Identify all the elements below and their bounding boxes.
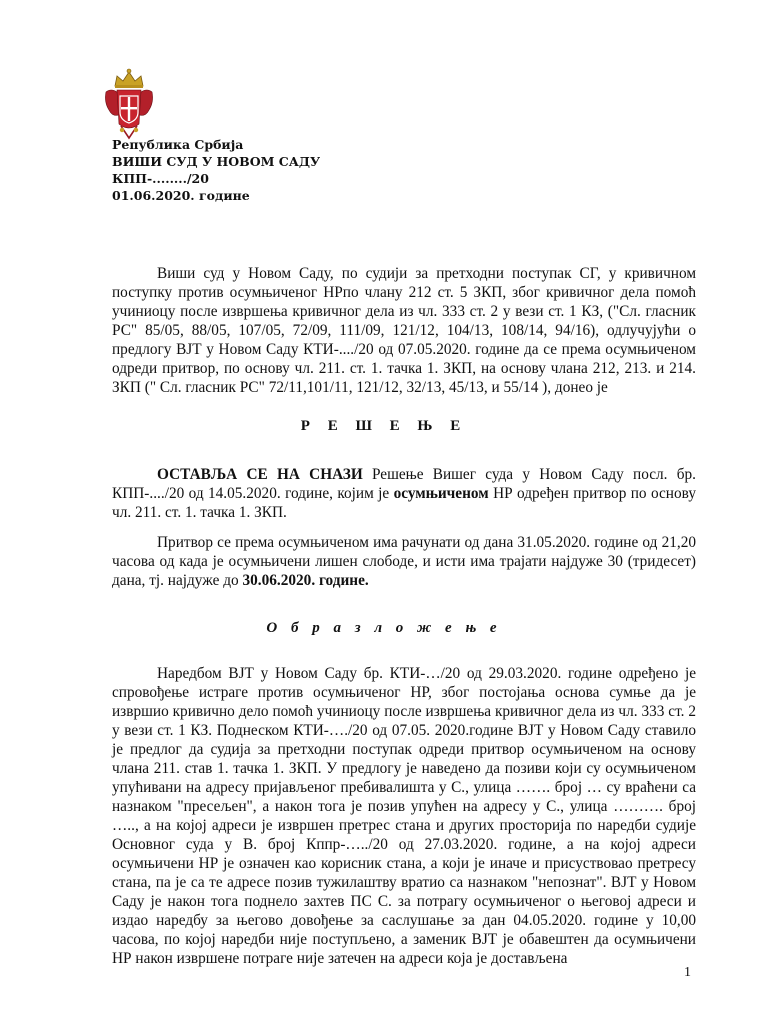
resenje-heading: Р Е Ш Е Њ Е xyxy=(300,418,468,434)
decision-paragraph-1 xyxy=(112,465,696,522)
intro-paragraph: Виши суд у Новом Саду, по судији за претходни поступак СГ, у кривичном поступку против осумњиченог НРпо члану 212 ст. 5 ЗКП, због кривичног дела помоћ учиниоцу после извршења кривичног дела из чл. 333 ст. 2 у вези ст. 1 КЗ, ("Сл. гласник РС" 85/05, 88/05, 107/05, 72/09, 111/09, 121/12, 104/13, 108/14, 94/16), одлучујући о предлогу ВЈТ у Новом Саду КТИ-..../20 од 07.05.2020. године да се према осумњиченом одреди притвор, по основу чл. 211. ст. 1. тачка 1. ЗКП, на основу члана 212, 213. и 214. ЗКП (" Сл. гласник РС" 72/11,101/11, 121/12, 32/13, 45/13, и 55/14 ), донео је xyxy=(112,265,696,396)
detention-text: Притвор се према осумњиченом има рачунати од дана 31.05.2020. године од 21,20 часова од када је осумњичени лишен слободе, и исти има трајати најдуже 30 (тридесет) дана, тј. најдуже до xyxy=(112,534,696,589)
obrazlozenje-heading: О б р а з л о ж е њ е xyxy=(266,620,502,636)
header-date: 01.06.2020. године xyxy=(112,188,250,203)
decision-paragraph-2 xyxy=(112,533,696,590)
decision-text-1: Решење Вишег суда у Новом Саду посл. бр. КПП-..../20 од 14.05.2020. године, којим је xyxy=(112,466,696,502)
header-court: ВИШИ СУД У НОВОМ САДУ xyxy=(112,154,321,169)
header-case-number: КПП-......../20 xyxy=(112,171,209,186)
header-country: Република Србија xyxy=(112,137,244,152)
serbian-coat-of-arms-icon xyxy=(103,66,155,142)
detention-end-date: 30.06.2020. године. xyxy=(242,572,369,589)
court-header xyxy=(112,136,320,204)
decision-text-2: НР одређен притвор по основу чл. 211. ст. 1. тачка 1. ЗКП. xyxy=(112,485,696,521)
decision-bold-start: ОСТАВЉА СЕ НА СНАЗИ xyxy=(157,466,363,483)
decision-bold-mid: осумњиченом xyxy=(393,485,489,502)
reasoning-paragraph: Наредбом ВЈТ у Новом Саду бр. КТИ-…/20 од 29.03.2020. године одређено је спровођење истраге против осумњиченог НР, због постојања основа сумње да је извршио кривично дело помоћ учиниоцу после извршења кривичног дела из чл. 333 ст. 2 у вези ст. 1 КЗ. Поднеском КТИ-…./20 од 07.05. 2020.године ВЈТ у Новом Саду ставило је предлог да судија за претходни поступак одреди притвор осумњиченом на основу члана 211. став 1. тачка 1. ЗКП. У предлогу је наведено да позиви који су осумњиченом упућивани на адресу пријављеног пребивалишта у С., улица ……. број … су враћени са назнаком "пресељен", а након тога је позив упућен на адресу у С., улица ………. број ….., а на којој адреси је извршен претрес стана и других просторија по наредби судије Основног суда у В. број Кппр-…../20 од 27.03.2020. године, а на којој адреси осумњичени НР је означен као корисник стана, а који је иначе и присуствовао претресу стана, па је са те адресе позив тужилаштву вратио са назнаком "непознат". ВЈТ у Новом Саду је након тога поднело захтев ПС С. за потрагу осумњиченог о његовој адреси и издао наредбу за његово довођење за саслушање за дан 04.05.2020. године у 10,00 часова, по којој наредби није поступљено, а заменик ВЈТ је обавештен да осумњичени НР након извршене потраге није затечен на адреси која је достављена xyxy=(112,665,696,967)
page-number: 1 xyxy=(684,965,691,980)
